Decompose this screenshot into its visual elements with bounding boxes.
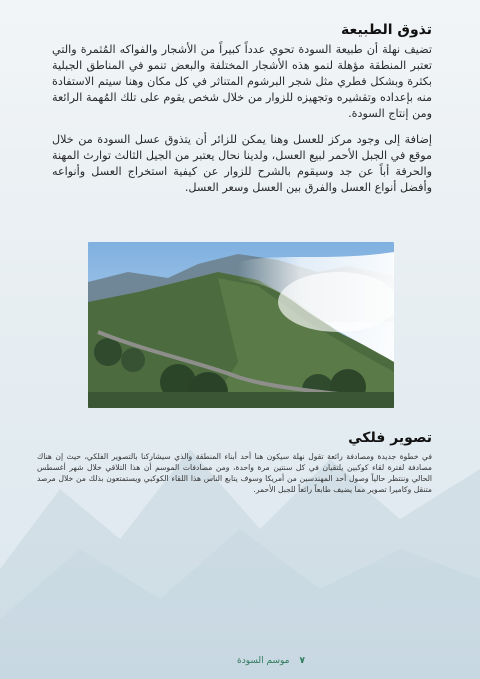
page-footer bbox=[237, 656, 305, 666]
page-number: ٧ bbox=[299, 656, 305, 666]
paragraph-astro-1: في خطوة جديدة ومصادفة رائعة تقول نهلة سيكون هنا أحد أبناء المنطقة والذي سيشاركنا بالتصوير الفلكي، حيث إن هناك مصادفة لفترة لقاء كوكبين يلتقيان في كل سنتين مرة واحدة، ومن مصادفات الموسم أن هذا التلاقي خلال شهر أغسطس الحالي وننتظر حالياً وصول أحد المهندسين من أمريكا وسوف يتابع الناس هذا اللقاء الكوكبي ويستمتعون بذلك من خلال مرصد متنقل وكاميرا تصوير مما يضيف طابعاً رائعاً للجبل الأحمر. bbox=[37, 452, 432, 494]
paragraph-nature-1: تضيف نهلة أن طبيعة السودة تحوي عدداً كبيراً من الأشجار والفواكه المُثمرة والتي تعتبر المنطقة مؤهلة لنمو هذه الأشجار المختلفة والبعض تنمو في المناطق الجبلية بكثرة وبشكل فطري مثل شجر البرشوم المتناثر في كل مكان وهنا سيتم الاستفادة منه بإعداده وتقشيره وتجهيزه للزوار من خلال شخص يقوم على تلك المُهمة الرائعة ومن إنتاج السودة. bbox=[52, 43, 432, 120]
publication-name: موسم السودة bbox=[236, 656, 290, 666]
section-title-nature-taste: تذوق الطبيعة bbox=[341, 22, 432, 38]
mountain-fog-photo bbox=[88, 242, 394, 408]
section-title-astro-photography: تصوير فلكي bbox=[348, 430, 432, 446]
paragraph-nature-2: إضافة إلى وجود مركز للعسل وهنا يمكن للزائر أن يتذوق عسل السودة من خلال موقع في الجبل الأحمر لبيع العسل، ولدينا نحال يعتبر من الجيل الثالث توارث المهنة والحرفة أباً عن جد وسيقوم بالشرح للزوار عن كيفية استخراج العسل وأنواعه وأفضل أنواع العسل والفرق بين العسل وسعر العسل. bbox=[52, 133, 432, 194]
